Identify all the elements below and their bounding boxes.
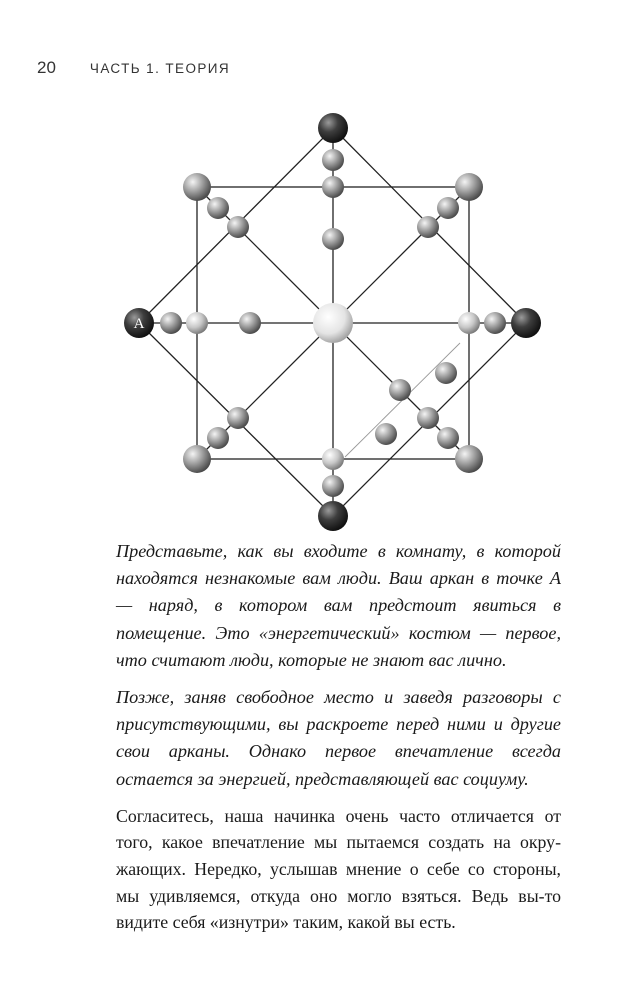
ball-guide-1: [435, 362, 457, 384]
body-text: [116, 538, 561, 946]
ball-top-mid: [322, 149, 344, 171]
ball-corner-bl: [183, 445, 211, 473]
ball-corner-bl-inner: [227, 407, 249, 429]
ball-top-inner: [322, 176, 344, 198]
ball-corner-tl: [183, 173, 211, 201]
ball-center: [313, 303, 353, 343]
ball-diag-br-1: [389, 379, 411, 401]
ball-top-outer: [318, 113, 348, 143]
ball-corner-bl-mid: [207, 427, 229, 449]
running-head: [37, 58, 230, 78]
point-label-a: A: [133, 316, 145, 332]
ball-left-inner: [186, 312, 208, 334]
ball-corner-tl-mid: [207, 197, 229, 219]
ball-corner-tr-mid: [437, 197, 459, 219]
ball-corner-br: [455, 445, 483, 473]
ball-bottom-inner: [322, 448, 344, 470]
ball-corner-tr: [455, 173, 483, 201]
ball-corner-br-mid: [437, 427, 459, 449]
ball-left-axis: [239, 312, 261, 334]
section-title: ЧАСТЬ 1. ТЕОРИЯ: [89, 61, 231, 76]
octagram-diagram: [110, 105, 550, 545]
ball-left-mid: [160, 312, 182, 334]
paragraph-italic-1: Представьте, как вы входите в комнату, в которой находятся незнакомые вам люди. Ваш аркан в точке А — наряд, в котором вам предстоит явиться в помещение. Это «энергетический» костюм — первое, что считают люди, которые не знают вас лично.: [116, 541, 561, 670]
paragraph-regular: Согласитесь, наша начинка очень часто отличается от того, какое впечатление мы пытаемся создать на окружающих. Нередко, услышав мнение о себе со стороны, мы удивляемся, откуда оно могло взяться. Ведь вы-то видите себя «изнутри» таким, какой вы есть.: [116, 805, 561, 933]
ball-corner-br-inner: [417, 407, 439, 429]
ball-bottom-mid: [322, 475, 344, 497]
paragraph-italic-2: Позже, заняв свободное место и заведя разговоры с присутствующими, вы раскроете перед ними и другие свои арканы. Однако первое впечатление всегда остается за энергией, представляющей вас социуму.: [116, 687, 561, 789]
ball-corner-tr-inner: [417, 216, 439, 238]
ball-bottom-outer: [318, 501, 348, 531]
ball-top-axis: [322, 228, 344, 250]
ball-guide-2: [375, 423, 397, 445]
ball-corner-tl-inner: [227, 216, 249, 238]
ball-right-inner: [458, 312, 480, 334]
ball-right-mid: [484, 312, 506, 334]
ball-right-outer: [511, 308, 541, 338]
page-number: 20: [37, 58, 56, 77]
